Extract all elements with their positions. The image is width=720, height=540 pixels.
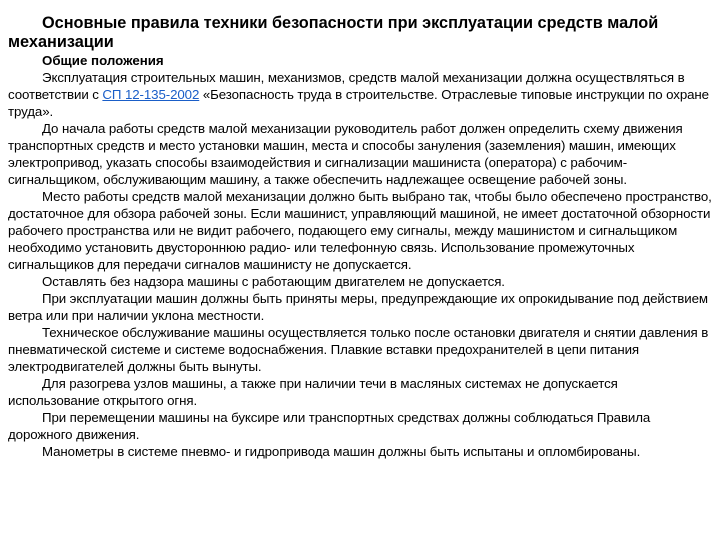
sp-12-135-2002-link[interactable]: СП 12-135-2002 (102, 87, 200, 102)
paragraph-unattended: Оставлять без надзора машины с работающим двигателем не допускается. (42, 274, 505, 289)
paragraph-preparation: До начала работы средств малой механизации руководитель работ должен определить схему движения транспортных средств и место установки машин, места и способы зануления (заземления) машин, имеющих электропривод, указать способы взаимодействия и сигнализации машиниста (оператора) с рабочим-сигнальщиком, обслуживающим машину, а также обеспечить надлежащее освещение рабочей зоны. (8, 121, 683, 187)
paragraph-towing: При перемещении машины на буксире или транспортных средствах должны соблюдаться Правила дорожного движения. (8, 410, 651, 442)
intro-text-after: «Безопасность труда в строительстве. Отраслевые типовые инструкции по охране труда». (8, 87, 709, 119)
intro-paragraph (8, 69, 712, 120)
paragraph-manometers: Манометры в системе пневмо- и гидропривода машин должны быть испытаны и опломбированы. (42, 444, 641, 459)
paragraph-workplace: Место работы средств малой механизации должно быть выбрано так, чтобы было обеспечено пространство, достаточное для обзора рабочей зоны. Если машинист, управляющий машиной, не имеет достаточной обзорности рабочего пространства или не видит рабочего, подающего ему сигналы, между машинистом и сигнальщиком необходимо установить двустороннюю радио- или телефонную связь. Использование промежуточных сигнальщиков для передачи сигналов машинисту не допускается. (8, 189, 712, 272)
document-title: Основные правила техники безопасности при эксплуатации средств малой механизации (8, 14, 659, 51)
paragraph-maintenance: Техническое обслуживание машины осуществляется только после остановки двигателя и снятии давления в пневматической системе и системе водоснабжения. Плавкие вставки предохранителей в цепи питания электродвигателей должны быть вынуты. (8, 325, 709, 374)
document-page (8, 0, 712, 460)
intro-text-before: Эксплуатация строительных машин, механизмов, средств малой механизации должна осуществляться в соответствии с (8, 70, 685, 102)
paragraph-heating: Для разогрева узлов машины, а также при наличии течи в масляных системах не допускается использование открытого огня. (8, 376, 618, 408)
paragraph-tipping: При эксплуатации машин должны быть приняты меры, предупреждающие их опрокидывание под действием ветра или при наличии уклона местности. (8, 291, 708, 323)
section-heading: Общие положения (42, 53, 164, 68)
